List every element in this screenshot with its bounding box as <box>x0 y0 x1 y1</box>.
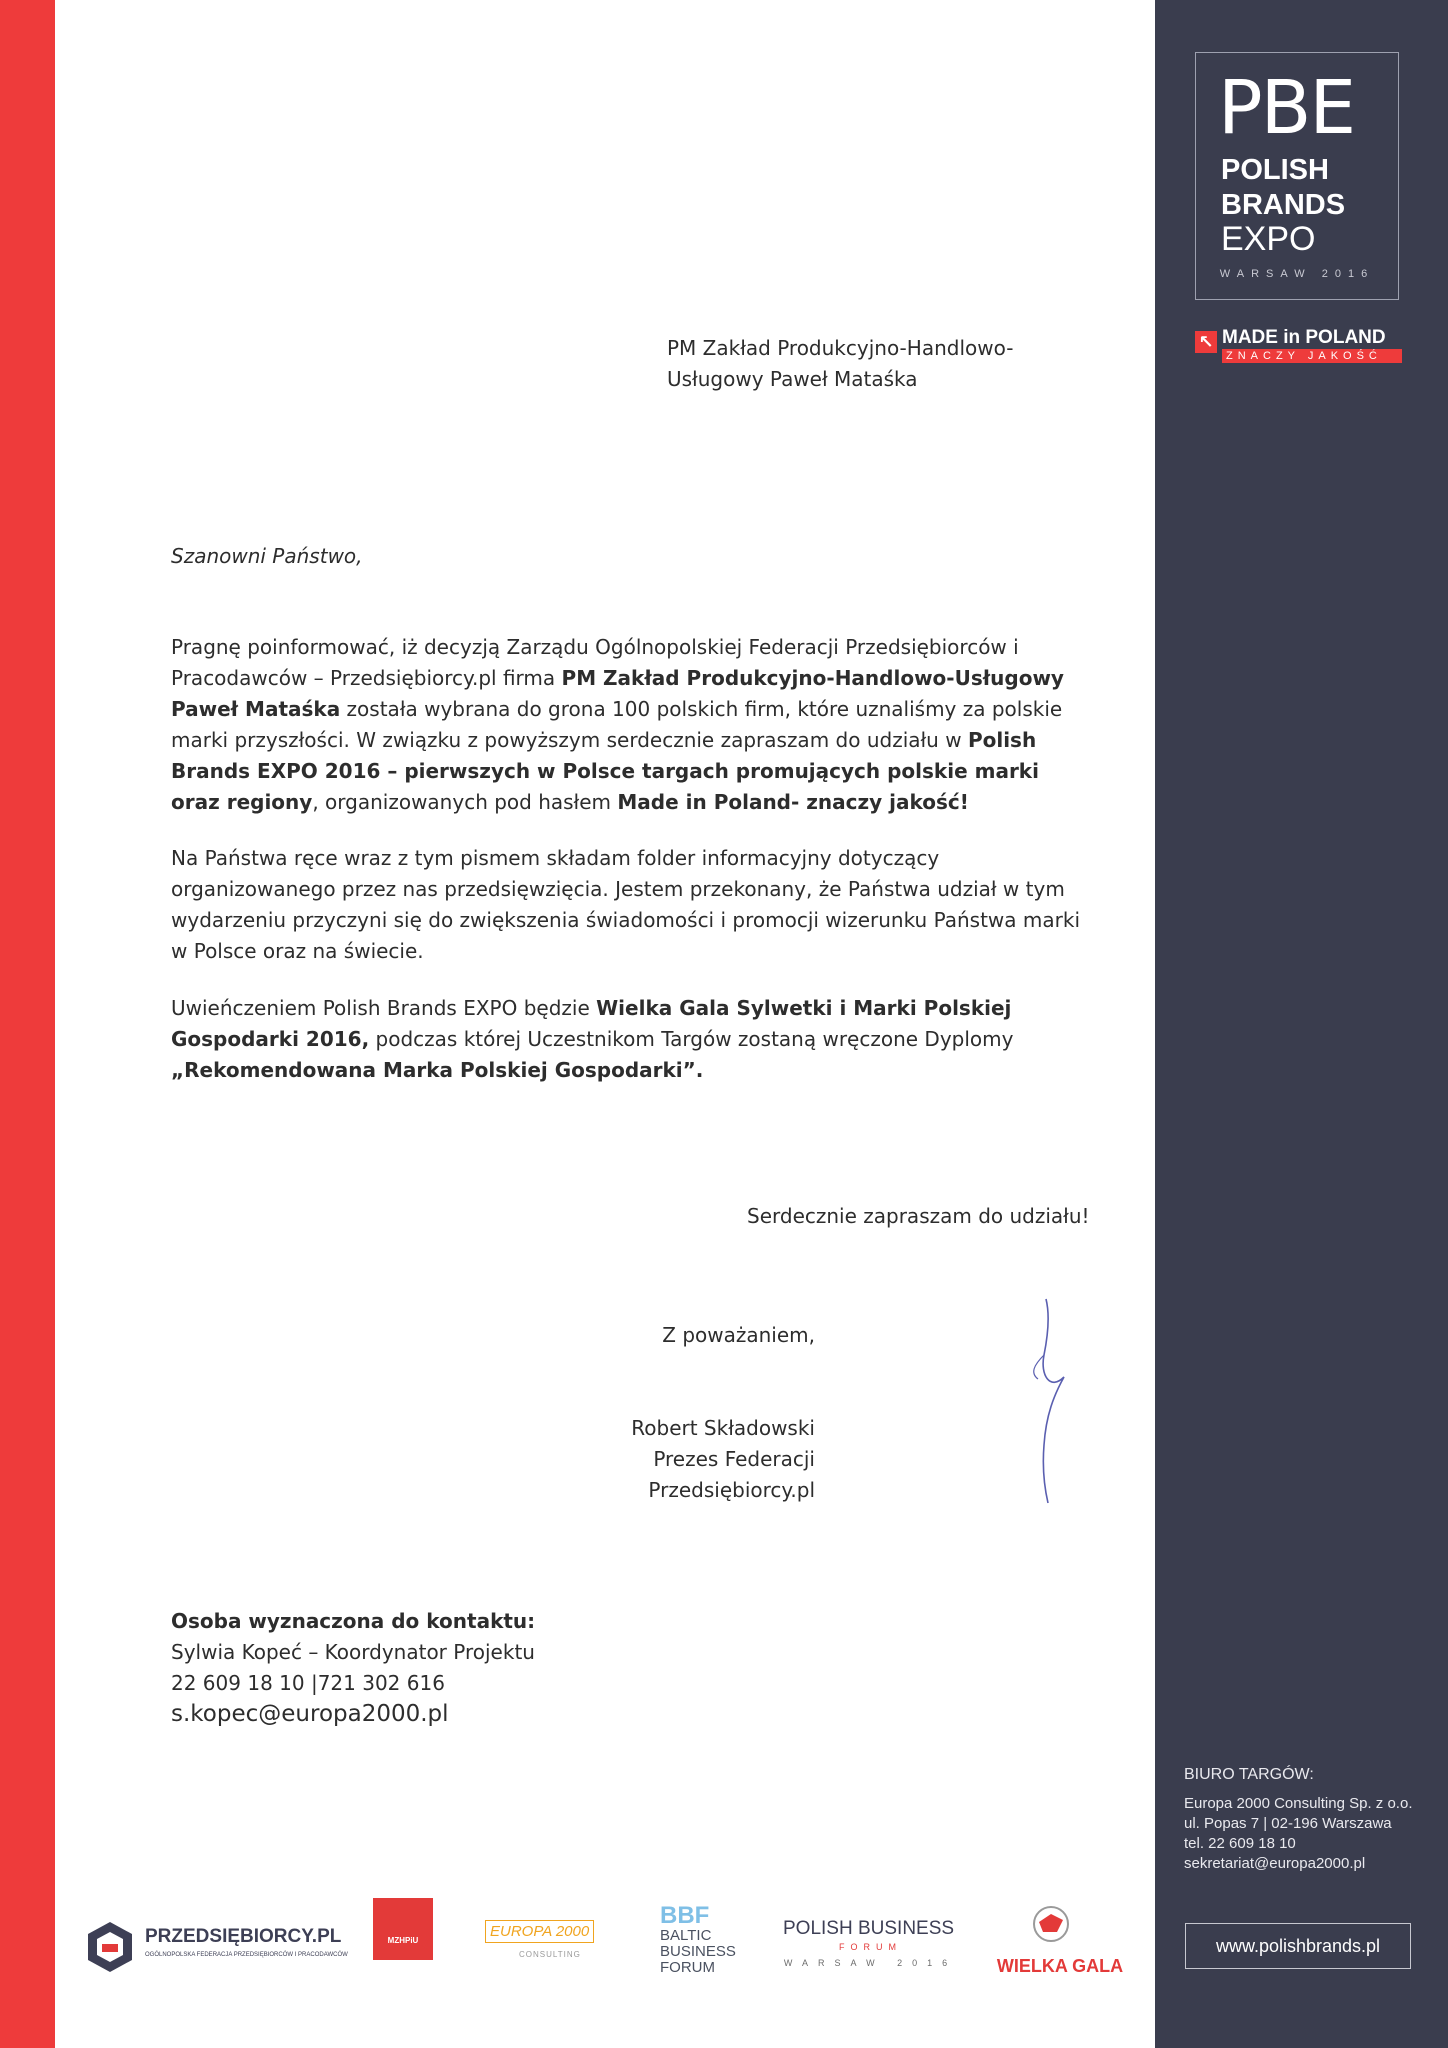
signature-icon <box>1004 1295 1094 1505</box>
przedsiebiorcy-logo: PRZEDSIĘBIORCY.PL OGÓLNOPOLSKA FEDERACJA PRZEDSIĘBIORCÓW I PRACODAWCÓW <box>85 1920 345 1980</box>
office-line: ul. Popas 7 | 02-196 Warszawa <box>1184 1815 1392 1832</box>
closing-regards: Z poważaniem, <box>662 1323 815 1347</box>
office-address <box>1184 1765 1424 1874</box>
paragraph-1: Pragnę poinformować, iż decyzją Zarządu Ogólnopolskiej Federacji Przedsiębiorców i Pracodawców – Przedsiębiorcy.pl firma PM Zakład Produkcyjno-Handlowo-Usługowy Paweł Mataśka została wybrana do grona 100 polskich firm, które uznaliśmy za polskie marki przyszłości. W związku z powyższym serdecznie zapraszam do udziału w Polish Brands EXPO 2016 – pierwszych w Polsce targach promujących polskie marki oraz regiony, organizowanych pod hasłem Made in Poland- znaczy jakość! <box>171 635 1064 814</box>
signer-org: Przedsiębiorcy.pl <box>648 1478 815 1502</box>
polish-business-forum-logo: POLISH BUSINESS FORUM WARSAW 2016 <box>783 1918 958 1968</box>
contact-name: Sylwia Kopeć – Koordynator Projektu <box>171 1640 535 1664</box>
contact-email[interactable]: s.kopec@europa2000.pl <box>171 1701 449 1727</box>
paragraph-2: Na Państwa ręce wraz z tym pismem składam folder informacyjny dotyczący organizowanego przez nas przedsięwzięcia. Jestem przekonany, że Państwa udział w tym wydarzeniu przyczyni się do zwiększenia świadomości i promocji wizerunku Państwa marki w Polsce oraz na świecie. <box>171 846 1081 963</box>
europa2000-logo: EUROPA 2000 CONSULTING <box>485 1920 605 1970</box>
przedsiebiorcy-icon <box>85 1920 135 1974</box>
office-line: tel. 22 609 18 10 <box>1184 1835 1296 1852</box>
wielka-gala-icon <box>1023 1902 1079 1942</box>
salutation: Szanowni Państwo, <box>171 544 363 568</box>
wielka-gala-logo: WIELKA GALA <box>985 1902 1135 1982</box>
contact-heading: Osoba wyznaczona do kontaktu: <box>171 1609 536 1633</box>
office-line: sekretariat@europa2000.pl <box>1184 1855 1366 1872</box>
pbe-logo-mark: PBE <box>1218 65 1355 151</box>
recipient: PM Zakład Produkcyjno-Handlowo- Usługowy Paweł Mataśka <box>667 336 1014 391</box>
made-in-poland-icon: ↖ <box>1195 331 1217 353</box>
invitation-line: Serdecznie zapraszam do udziału! <box>747 1204 1090 1228</box>
sidebar-panel <box>1155 0 1448 2048</box>
paragraph-3: Uwieńczeniem Polish Brands EXPO będzie Wielka Gala Sylwetki i Marki Polskiej Gospodarki 2016, podczas której Uczestnikom Targów zostaną wręczone Dyplomy „Rekomendowana Marka Polskiej Gospodarki”. <box>171 996 1014 1082</box>
made-in-poland-logo <box>1195 327 1405 367</box>
signer-role: Prezes Federacji <box>653 1447 815 1471</box>
pbe-logo-box <box>1195 52 1399 300</box>
brand-name: POLISH BRANDS <box>1221 154 1346 221</box>
brand-year: WARSAW 2016 <box>1219 268 1375 280</box>
brand-expo: EXPO <box>1221 220 1316 258</box>
website-link[interactable]: www.polishbrands.pl <box>1185 1923 1411 1969</box>
office-line: Europa 2000 Consulting Sp. z o.o. <box>1184 1795 1413 1812</box>
baltic-business-forum-logo: BBF BALTIC BUSINESS FORUM <box>660 1902 736 1976</box>
made-in-poland-title: MADE in POLAND <box>1222 327 1386 348</box>
mzhpiu-icon <box>373 1898 433 1960</box>
left-red-bar <box>0 0 55 2048</box>
mzhpiu-logo: MZHPiU <box>373 1898 433 1978</box>
signer-block <box>631 1413 815 1506</box>
signer-name: Robert Składowski <box>631 1416 815 1440</box>
contact-block <box>171 1606 535 1730</box>
made-in-poland-subtitle: ZNACZY JAKOŚĆ <box>1222 349 1402 363</box>
contact-phone: 22 609 18 10 |721 302 616 <box>171 1671 445 1695</box>
office-heading: BIURO TARGÓW: <box>1184 1766 1314 1783</box>
